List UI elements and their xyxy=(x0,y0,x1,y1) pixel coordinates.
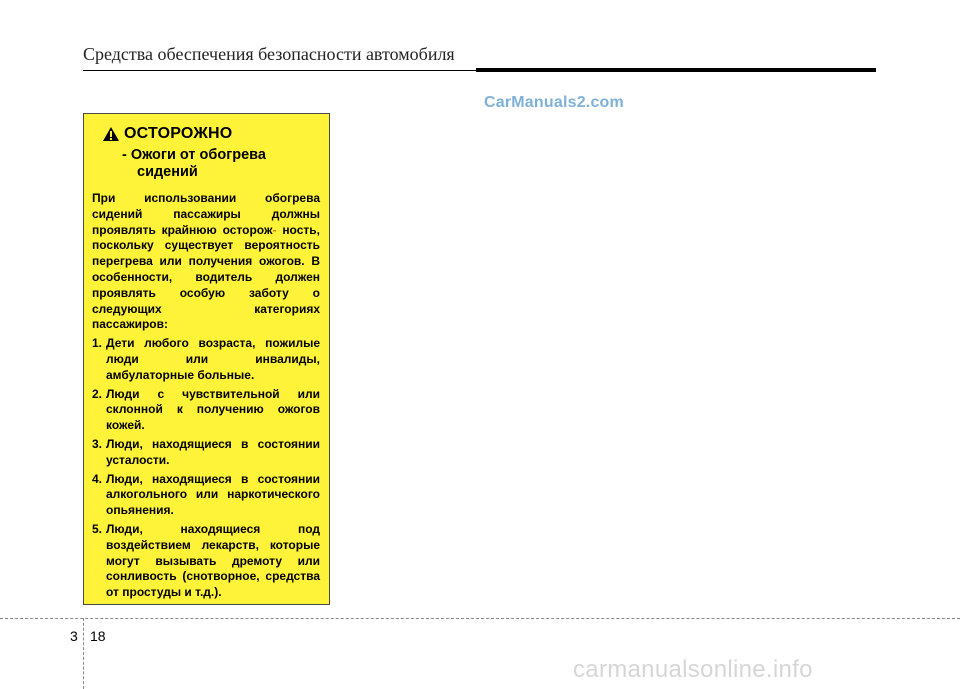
warning-header xyxy=(102,124,320,144)
site-watermark: carmanualsonline.info xyxy=(573,656,813,683)
footer-divider xyxy=(0,618,960,619)
page-number: 18 xyxy=(90,628,106,644)
page-header-title: Средства обеспечения безопасности автомобиля xyxy=(83,44,455,64)
warning-body-hyphen: - xyxy=(272,222,277,237)
list-item: 1. Дети любого возраста, пожилые люди или инвалиды, амбулаторные больные. xyxy=(92,336,320,382)
carmanuals-watermark: CarManuals2.com xyxy=(484,94,624,111)
list-item: 3. Люди, находящиеся в состоянии усталости. xyxy=(92,436,320,467)
list-item: 5. Люди, находящиеся под воздействием лекарств, которые могут вызывать дремоту или сонливость (снотворное, средства от простуды и т.д.). xyxy=(92,521,320,600)
warning-subtitle xyxy=(122,147,320,181)
warning-body-last: пассажиров: xyxy=(92,317,169,332)
warning-subtitle-line1: - Ожоги от обогрева xyxy=(122,147,266,163)
warning-body xyxy=(92,191,320,333)
warning-triangle-icon xyxy=(102,126,120,142)
footer-vertical-divider xyxy=(83,618,84,689)
warning-body-part1: При использовании обогрева сидений пассажиры должны проявлять крайнюю осторож xyxy=(92,191,320,237)
warning-title: ОСТОРОЖНО xyxy=(124,125,233,142)
warning-body-part2: ность, поскольку существует вероятность перегрева или получения ожогов. В особенности, водитель должен проявлять особую заботу о следующих категориях xyxy=(92,222,320,316)
header-rule-thick xyxy=(476,68,876,72)
chapter-number: 3 xyxy=(70,628,78,644)
warning-list xyxy=(92,336,320,601)
warning-box xyxy=(83,113,330,605)
list-item: 4. Люди, находящиеся в состоянии алкогольного или наркотического опьянения. xyxy=(92,471,320,518)
warning-subtitle-line2: сидений xyxy=(137,164,198,180)
list-item: 2. Люди с чувствительной или склонной к получению ожогов кожей. xyxy=(92,386,320,433)
